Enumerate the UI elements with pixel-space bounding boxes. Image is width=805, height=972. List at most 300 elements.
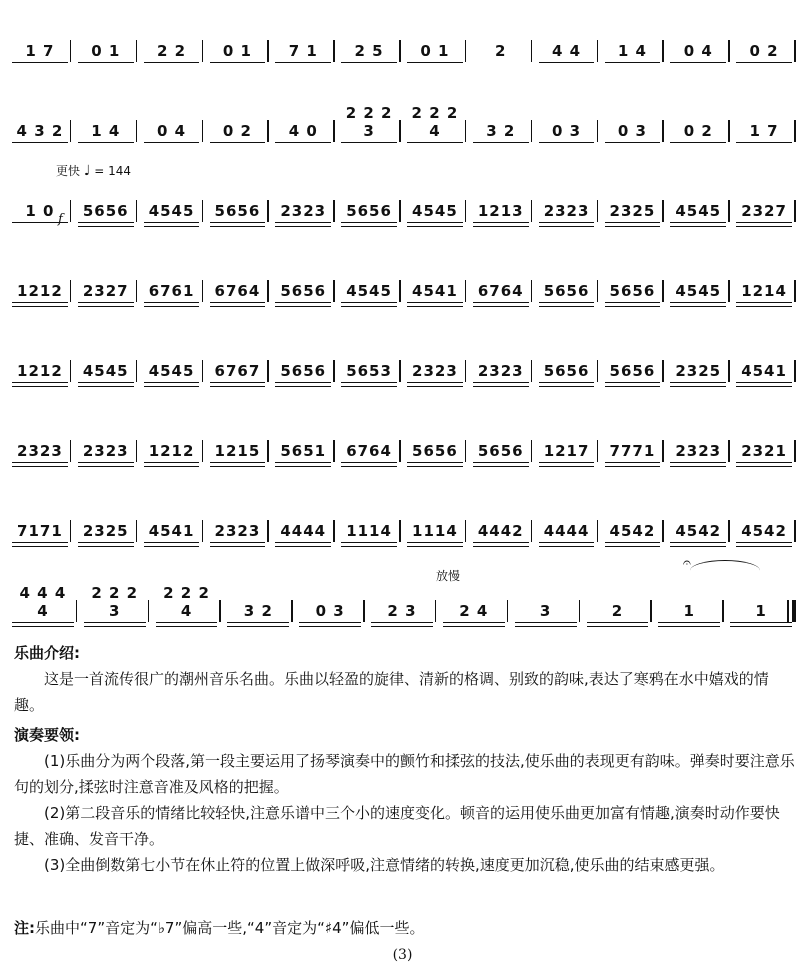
underline-beam	[539, 62, 595, 63]
underline-beam	[670, 142, 726, 143]
bar-line	[399, 200, 401, 222]
underline-beam	[299, 626, 361, 627]
underline-beam	[78, 302, 134, 303]
underline-beam	[156, 626, 218, 627]
measure: 4542	[605, 522, 661, 540]
measure: 4545	[670, 202, 726, 220]
bar-line	[728, 120, 730, 142]
underline-beam	[658, 622, 720, 623]
underline-beam	[144, 466, 200, 467]
measure: 0 1	[78, 42, 134, 60]
underline-beam	[78, 62, 134, 63]
measure: 5656	[605, 282, 661, 300]
bar-line	[219, 600, 221, 622]
underline-beam	[473, 382, 529, 383]
underline-beam	[210, 542, 266, 543]
underline-beam	[78, 142, 134, 143]
bar-line	[202, 120, 204, 142]
measure: 1 7	[12, 42, 68, 60]
underline-beam	[605, 142, 661, 143]
measure: 2 5	[341, 42, 397, 60]
note-label: 注:	[14, 919, 35, 937]
measure: 7771	[605, 442, 661, 460]
underline-beam	[371, 626, 433, 627]
underline-beam	[736, 302, 792, 303]
bar-line	[507, 600, 509, 622]
underline-beam	[407, 382, 463, 383]
underline-beam	[539, 382, 595, 383]
bar-line	[794, 360, 796, 382]
measure: 0 4	[144, 122, 200, 140]
underline-beam	[407, 62, 463, 63]
underline-beam	[670, 466, 726, 467]
bar-line	[267, 40, 269, 62]
measure: 7 1	[275, 42, 331, 60]
underline-beam	[210, 222, 266, 223]
underline-beam	[12, 462, 68, 463]
underline-beam	[341, 302, 397, 303]
bar-line	[597, 520, 599, 542]
bar-line	[136, 520, 138, 542]
measure: 6761	[144, 282, 200, 300]
measure: 1114	[341, 522, 397, 540]
measure: 4444	[539, 522, 595, 540]
underline-beam	[515, 626, 577, 627]
measure: 4444	[275, 522, 331, 540]
underline-beam	[144, 386, 200, 387]
underline-beam	[78, 546, 134, 547]
bar-line	[333, 120, 335, 142]
underline-beam	[275, 462, 331, 463]
bar-line	[136, 440, 138, 462]
underline-beam	[473, 546, 529, 547]
measure: 5656	[407, 442, 463, 460]
bar-line	[465, 280, 467, 302]
underline-beam	[605, 62, 661, 63]
page-number: (3)	[392, 947, 413, 963]
bar-line	[597, 200, 599, 222]
bar-line	[136, 280, 138, 302]
measure: 6764	[473, 282, 529, 300]
underline-beam	[341, 226, 397, 227]
underline-beam	[736, 142, 792, 143]
underline-beam	[473, 306, 529, 307]
underline-beam	[144, 306, 200, 307]
bar-line	[531, 200, 533, 222]
underline-beam	[12, 466, 68, 467]
bar-line	[662, 440, 664, 462]
underline-beam	[12, 62, 68, 63]
underline-beam	[12, 622, 74, 623]
underline-beam	[587, 626, 649, 627]
measure: 4542	[670, 522, 726, 540]
measure: 4545	[144, 362, 200, 380]
underline-beam	[210, 302, 266, 303]
underline-beam	[443, 622, 505, 623]
measure: 4545	[341, 282, 397, 300]
underline-beam	[407, 466, 463, 467]
underline-beam	[736, 466, 792, 467]
bar-line	[267, 280, 269, 302]
measure: 5656	[539, 282, 595, 300]
underline-beam	[227, 622, 289, 623]
measure: 2325	[78, 522, 134, 540]
bar-line	[202, 280, 204, 302]
performance-point-1: (1)乐曲分为两个段落,第一段主要运用了扬琴演奏中的颤竹和揉弦的技法,使乐曲的表现更有韵味。弹奏时要注意乐句的划分,揉弦时注意音准及风格的把握。	[14, 752, 795, 796]
bar-line	[333, 280, 335, 302]
underline-beam	[670, 306, 726, 307]
performance-section	[14, 722, 798, 878]
measure: 6764	[210, 282, 266, 300]
bar-line	[465, 120, 467, 142]
bar-line	[465, 200, 467, 222]
measure: 5651	[275, 442, 331, 460]
underline-beam	[473, 466, 529, 467]
bar-line	[333, 200, 335, 222]
underline-beam	[736, 62, 792, 63]
performance-point-2: (2)第二段音乐的情绪比较轻快,注意乐谱中三个小的速度变化。顿音的运用使乐曲更加富有情趣,演奏时动作要快捷、准确、发音干净。	[14, 804, 780, 848]
bar-line	[597, 360, 599, 382]
underline-beam	[144, 226, 200, 227]
bar-line	[597, 40, 599, 62]
measure: 6767	[210, 362, 266, 380]
underline-beam	[12, 382, 68, 383]
underline-beam	[210, 226, 266, 227]
underline-beam	[539, 226, 595, 227]
underline-beam	[670, 382, 726, 383]
underline-beam	[275, 306, 331, 307]
underline-beam	[78, 542, 134, 543]
underline-beam	[12, 386, 68, 387]
underline-beam	[84, 626, 146, 627]
measure: 2 2	[144, 42, 200, 60]
bar-line	[333, 520, 335, 542]
underline-beam	[275, 382, 331, 383]
underline-beam	[539, 462, 595, 463]
score-row	[8, 490, 799, 550]
underline-beam	[736, 382, 792, 383]
measure: 4 0	[275, 122, 331, 140]
bar-line	[597, 440, 599, 462]
bar-line	[465, 440, 467, 462]
underline-beam	[341, 62, 397, 63]
underline-beam	[670, 226, 726, 227]
bar-line	[435, 600, 437, 622]
measure: 2	[587, 602, 649, 620]
underline-beam	[539, 386, 595, 387]
measure: 2	[495, 42, 507, 60]
underline-beam	[670, 62, 726, 63]
underline-beam	[407, 546, 463, 547]
measure: 2323	[12, 442, 68, 460]
measure: 1214	[736, 282, 792, 300]
bar-line	[728, 40, 730, 62]
underline-beam	[78, 306, 134, 307]
measure: 2323	[539, 202, 595, 220]
underline-beam	[407, 222, 463, 223]
underline-beam	[299, 622, 361, 623]
underline-beam	[341, 386, 397, 387]
underline-beam	[275, 222, 331, 223]
bar-line	[531, 520, 533, 542]
measure: 2323	[670, 442, 726, 460]
measure: 0 1	[210, 42, 266, 60]
bar-line	[794, 440, 796, 462]
bar-line	[531, 440, 533, 462]
measure: 2325	[605, 202, 661, 220]
bar-line	[728, 440, 730, 462]
underline-beam	[605, 466, 661, 467]
measure: 0 1	[407, 42, 463, 60]
bar-line	[267, 360, 269, 382]
underline-beam	[275, 62, 331, 63]
measure: 5653	[341, 362, 397, 380]
underline-beam	[341, 546, 397, 547]
dynamic-forte: f	[58, 212, 63, 227]
measure: 1217	[539, 442, 595, 460]
underline-beam	[736, 306, 792, 307]
underline-beam	[78, 226, 134, 227]
measure: 1 4	[605, 42, 661, 60]
measure: 1	[730, 602, 792, 620]
measure: 3 2	[227, 602, 289, 620]
underline-beam	[736, 542, 792, 543]
underline-beam	[78, 222, 134, 223]
bar-line	[399, 440, 401, 462]
measure: 5656	[539, 362, 595, 380]
bar-line	[202, 200, 204, 222]
underline-beam	[473, 142, 529, 143]
bar-line	[70, 360, 72, 382]
bar-line	[794, 200, 796, 222]
measure: 3	[515, 602, 577, 620]
underline-beam	[670, 546, 726, 547]
measure: 4 4	[539, 42, 595, 60]
underline-beam	[730, 626, 792, 627]
underline-beam	[736, 386, 792, 387]
underline-beam	[473, 226, 529, 227]
underline-beam	[156, 622, 218, 623]
measure: 4541	[407, 282, 463, 300]
underline-beam	[736, 462, 792, 463]
bar-line	[202, 520, 204, 542]
underline-beam	[605, 222, 661, 223]
measure: 0 3	[539, 122, 595, 140]
bar-line	[728, 520, 730, 542]
measure: 2 2 2 3	[341, 104, 397, 140]
bar-line	[728, 280, 730, 302]
final-bar-line-thin	[787, 600, 789, 622]
note-body: 乐曲中“7”音定为“♭7”偏高一些,“4”音定为“♯4”偏低一些。	[35, 919, 425, 937]
underline-beam	[12, 302, 68, 303]
underline-beam	[275, 386, 331, 387]
measure: 2 2 2 3	[84, 584, 146, 620]
underline-beam	[407, 226, 463, 227]
measure: 1	[658, 602, 720, 620]
bar-line	[399, 280, 401, 302]
underline-beam	[144, 462, 200, 463]
underline-beam	[407, 462, 463, 463]
measure: 5656	[605, 362, 661, 380]
bar-line	[363, 600, 365, 622]
underline-beam	[210, 306, 266, 307]
underline-beam	[275, 542, 331, 543]
score-row	[8, 10, 799, 70]
score-row	[8, 570, 799, 630]
bar-line	[70, 440, 72, 462]
bar-line	[531, 120, 533, 142]
underline-beam	[210, 386, 266, 387]
measure: 0 4	[670, 42, 726, 60]
measure: 2323	[210, 522, 266, 540]
measure: 4442	[473, 522, 529, 540]
bar-line	[136, 360, 138, 382]
measure: 2325	[670, 362, 726, 380]
underline-beam	[605, 542, 661, 543]
bar-line	[465, 520, 467, 542]
measure: 5656	[210, 202, 266, 220]
measure: 2321	[736, 442, 792, 460]
underline-beam	[210, 462, 266, 463]
bar-line	[76, 600, 78, 622]
bar-line	[794, 120, 796, 142]
underline-beam	[539, 466, 595, 467]
underline-beam	[539, 222, 595, 223]
measure: 2323	[275, 202, 331, 220]
measure: 0 2	[210, 122, 266, 140]
bar-line	[333, 40, 335, 62]
bar-line	[399, 520, 401, 542]
underline-beam	[670, 222, 726, 223]
bar-line	[267, 440, 269, 462]
bar-line	[531, 280, 533, 302]
underline-beam	[736, 222, 792, 223]
measure: 0 2	[670, 122, 726, 140]
underline-beam	[210, 546, 266, 547]
measure: 2327	[736, 202, 792, 220]
underline-beam	[539, 546, 595, 547]
measure: 1 4	[78, 122, 134, 140]
underline-beam	[407, 142, 463, 143]
underline-beam	[12, 542, 68, 543]
measure: 2 2 2 4	[407, 104, 463, 140]
underline-beam	[605, 382, 661, 383]
measure: 2323	[78, 442, 134, 460]
underline-beam	[78, 466, 134, 467]
bar-line	[794, 280, 796, 302]
underline-beam	[12, 142, 68, 143]
underline-beam	[539, 302, 595, 303]
bar-line	[399, 360, 401, 382]
measure: 4541	[144, 522, 200, 540]
measure: 7171	[12, 522, 68, 540]
measure: 5656	[341, 202, 397, 220]
bar-line	[662, 40, 664, 62]
score-row	[8, 170, 799, 230]
underline-beam	[371, 622, 433, 623]
bar-line	[650, 600, 652, 622]
underline-beam	[341, 466, 397, 467]
underline-beam	[473, 462, 529, 463]
underline-beam	[341, 382, 397, 383]
underline-beam	[144, 62, 200, 63]
underline-beam	[473, 542, 529, 543]
bar-line	[148, 600, 150, 622]
underline-beam	[407, 386, 463, 387]
underline-beam	[473, 386, 529, 387]
underline-beam	[670, 462, 726, 463]
quarter-note-icon: ♩	[83, 163, 91, 179]
measure: 1212	[12, 362, 68, 380]
underline-beam	[12, 306, 68, 307]
underline-beam	[227, 626, 289, 627]
measure: 1215	[210, 442, 266, 460]
underline-beam	[12, 546, 68, 547]
bar-line	[728, 360, 730, 382]
bar-line	[70, 40, 72, 62]
underline-beam	[658, 626, 720, 627]
underline-beam	[144, 222, 200, 223]
underline-beam	[539, 142, 595, 143]
underline-beam	[341, 306, 397, 307]
bar-line	[794, 520, 796, 542]
measure: 2323	[407, 362, 463, 380]
underline-beam	[12, 222, 68, 223]
bar-line	[399, 120, 401, 142]
bar-line	[399, 40, 401, 62]
underline-beam	[210, 142, 266, 143]
bar-line	[202, 40, 204, 62]
measure: 2 4	[443, 602, 505, 620]
bar-line	[267, 200, 269, 222]
bar-line	[531, 360, 533, 382]
bar-line	[136, 200, 138, 222]
underline-beam	[670, 386, 726, 387]
bar-line	[531, 40, 533, 62]
score-row	[8, 330, 799, 390]
measure: 4545	[144, 202, 200, 220]
bar-line	[291, 600, 293, 622]
tempo-value: = 144	[94, 164, 132, 178]
slow-down-marking: 放慢	[436, 569, 461, 583]
final-bar-line	[792, 600, 796, 622]
underline-beam	[144, 542, 200, 543]
underline-beam	[407, 302, 463, 303]
measure: 1212	[12, 282, 68, 300]
bar-line	[70, 520, 72, 542]
bar-line	[267, 520, 269, 542]
measure: 6764	[341, 442, 397, 460]
bar-line	[662, 280, 664, 302]
score-row	[8, 250, 799, 310]
measure: 2327	[78, 282, 134, 300]
measure: 1 7	[736, 122, 792, 140]
bar-line	[202, 360, 204, 382]
bar-line	[333, 360, 335, 382]
underline-beam	[473, 222, 529, 223]
measure: 1114	[407, 522, 463, 540]
bar-line	[136, 120, 138, 142]
measure: 4 4 4 4	[12, 584, 74, 620]
measure: 4541	[736, 362, 792, 380]
bar-line	[597, 280, 599, 302]
underline-beam	[210, 382, 266, 383]
underline-beam	[407, 306, 463, 307]
underline-beam	[515, 622, 577, 623]
performance-point-3: (3)全曲倒数第七小节在休止符的位置上做深呼吸,注意情绪的转换,速度更加沉稳,使乐曲的结束感更强。	[44, 856, 725, 874]
underline-beam	[473, 302, 529, 303]
bar-line	[202, 440, 204, 462]
